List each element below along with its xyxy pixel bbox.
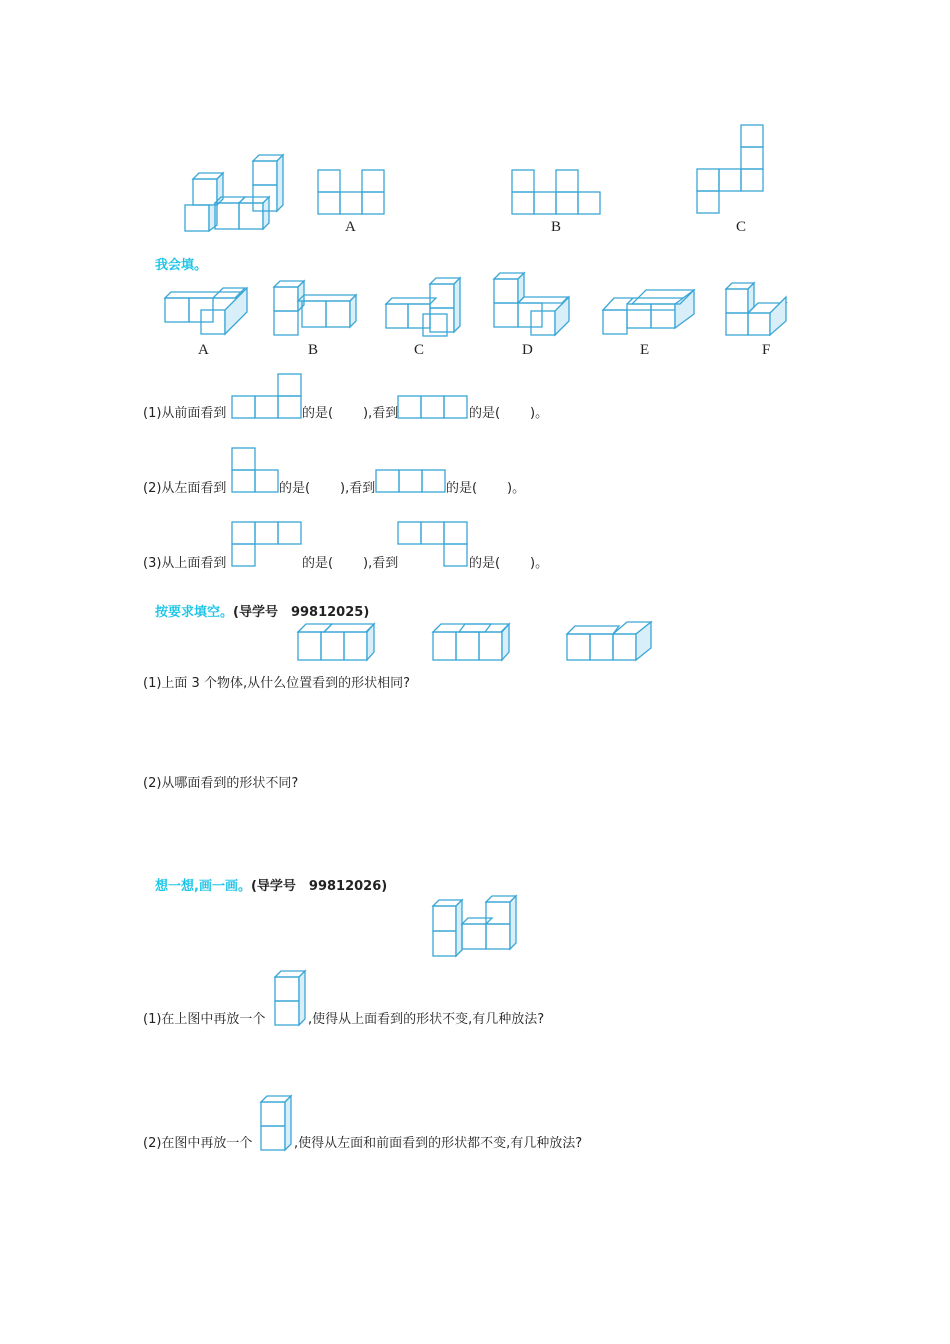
q1-text-2: 的是( <box>302 406 334 421</box>
option-c-grid <box>696 124 768 218</box>
q1-text-1: (1)从前面看到 <box>143 406 227 421</box>
q2-answer-blank-1[interactable] <box>312 481 338 497</box>
q2-text-4: 的是( <box>446 481 478 496</box>
section3-object-2 <box>433 622 513 662</box>
figure-e-cubes <box>602 288 702 336</box>
figure-d-label: D <box>522 342 533 358</box>
q1-grid-2 <box>398 395 470 421</box>
figure-f-cubes <box>725 281 791 337</box>
section3-q1: (1)上面 3 个物体,从什么位置看到的形状相同? <box>143 676 410 691</box>
q2-text-1: (2)从左面看到 <box>143 481 227 496</box>
q3-text-5: )。 <box>530 556 549 571</box>
section3-heading: 按要求填空。 <box>155 605 234 620</box>
section4-q2-cube-icon <box>260 1094 296 1152</box>
q3-grid-2 <box>398 521 470 569</box>
section3-object-1 <box>298 622 378 662</box>
q2-text-3: ),看到 <box>340 481 376 496</box>
option-b-grid <box>511 169 606 217</box>
q3-text-3: ),看到 <box>363 556 399 571</box>
section4-q1-pre: (1)在上图中再放一个 <box>143 1012 266 1027</box>
section3-q2: (2)从哪面看到的形状不同? <box>143 776 299 791</box>
figure-c-label: C <box>414 342 425 358</box>
q2-grid-2 <box>376 469 448 495</box>
q3-text-2: 的是( <box>302 556 334 571</box>
q1-text-3: ),看到 <box>363 406 399 421</box>
q2-text-5: )。 <box>507 481 526 496</box>
q1-answer-blank-1[interactable] <box>335 406 361 422</box>
figure-e-label: E <box>640 342 650 358</box>
section4-q2-pre: (2)在图中再放一个 <box>143 1136 253 1151</box>
q1-answer-blank-2[interactable] <box>502 406 528 422</box>
q3-text-1: (3)从上面看到 <box>143 556 227 571</box>
q2-text-2: 的是( <box>279 481 311 496</box>
section4-q2-post: ,使得从左面和前面看到的形状都不变,有几种放法? <box>294 1136 583 1151</box>
figure-a-cubes <box>163 286 253 336</box>
section3-ref: (导学号 99812025) <box>233 605 370 620</box>
section4-ref: (导学号 99812026) <box>250 879 388 894</box>
q1-text-4: 的是( <box>469 406 501 421</box>
figure-f-label: F <box>762 342 771 358</box>
section4-heading: 想一想,画一画。 <box>155 879 251 894</box>
q1-grid-1 <box>232 373 304 421</box>
figure-d-cubes <box>493 271 573 337</box>
figure-c-cubes <box>385 274 465 338</box>
section3-object-3 <box>567 620 657 664</box>
cube-figure-top <box>183 155 288 235</box>
section4-main-figure <box>432 894 522 960</box>
figure-b-label: B <box>308 342 319 358</box>
figure-a-label: A <box>198 342 209 358</box>
figure-b-cubes <box>273 281 363 337</box>
section4-q1-post: ,使得从上面看到的形状不变,有几种放法? <box>308 1012 545 1027</box>
section2-heading: 我会填。 <box>155 258 208 273</box>
q3-grid-1 <box>232 521 304 569</box>
option-c-label: C <box>736 219 747 235</box>
section4-q1-cube-icon <box>274 969 310 1027</box>
option-a-grid <box>317 169 387 217</box>
q2-answer-blank-2[interactable] <box>479 481 505 497</box>
q3-answer-blank-2[interactable] <box>502 556 528 572</box>
q3-text-4: 的是( <box>469 556 501 571</box>
q3-answer-blank-1[interactable] <box>335 556 361 572</box>
q2-grid-1 <box>232 447 282 495</box>
option-a-label: A <box>345 219 356 235</box>
option-b-label: B <box>551 219 562 235</box>
q1-text-5: )。 <box>530 406 549 421</box>
